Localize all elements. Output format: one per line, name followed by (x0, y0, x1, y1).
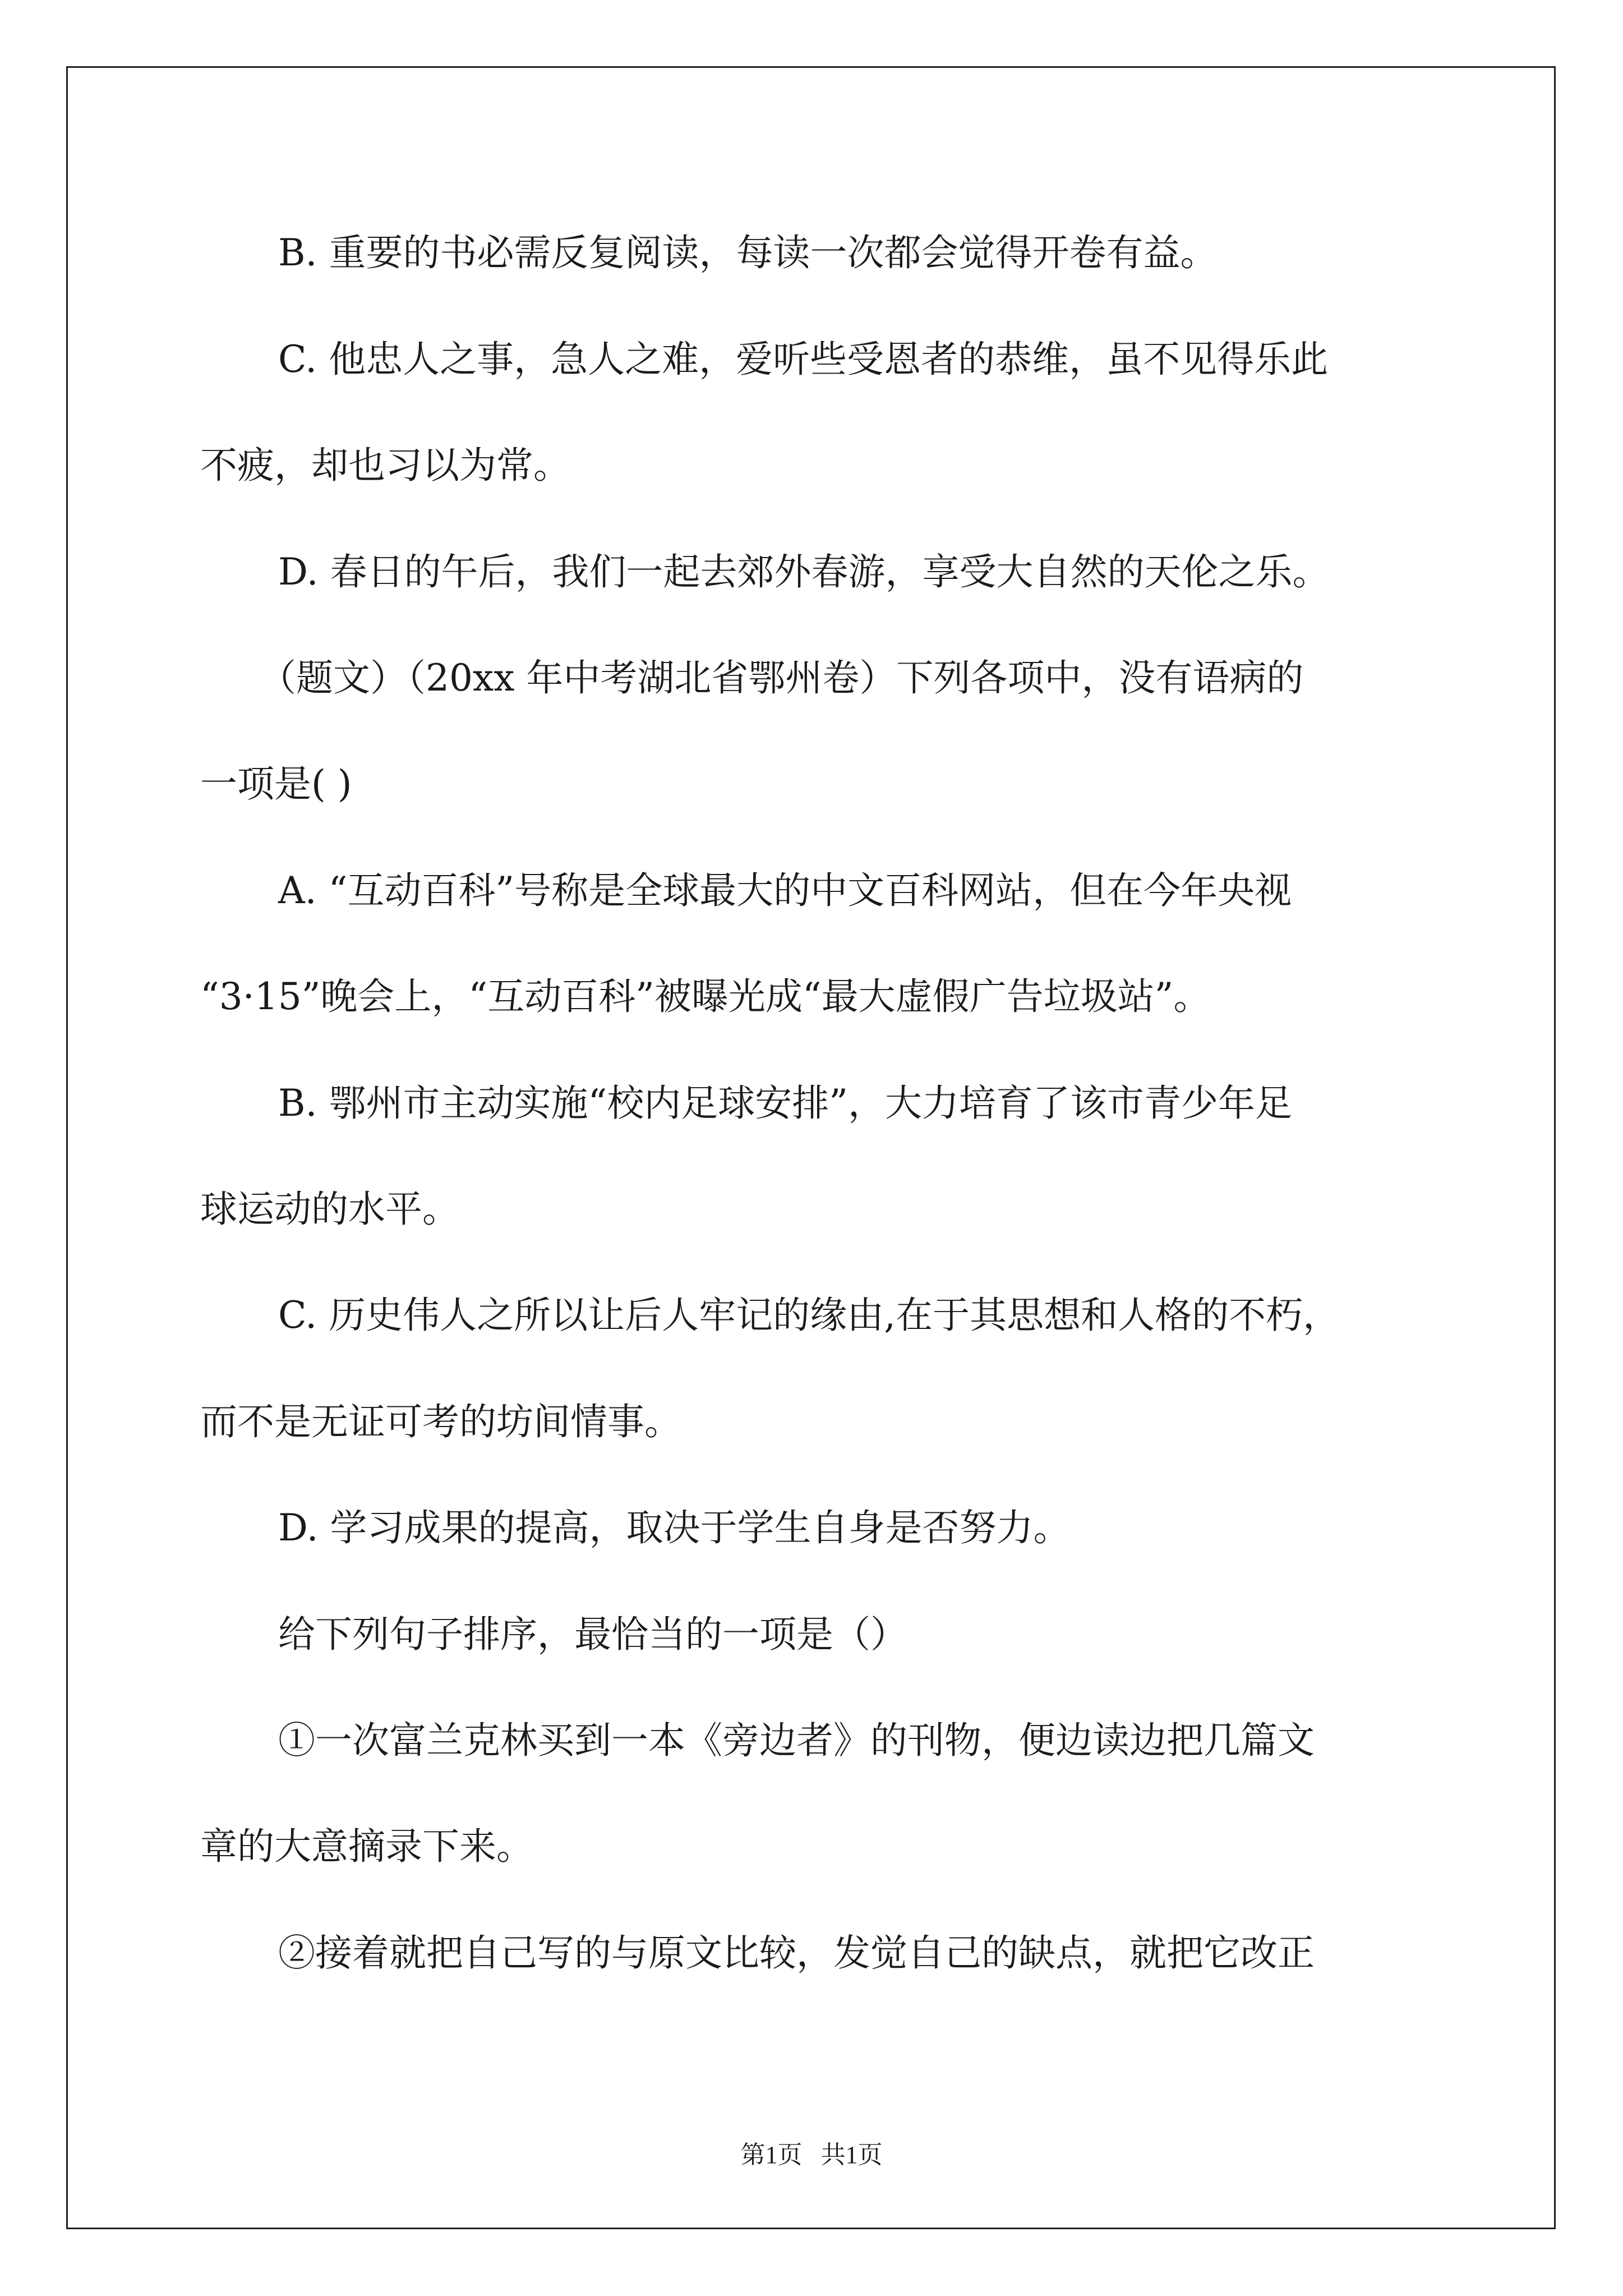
text-line: D. 学习成果的提高，取决于学生自身是否努力。 (278, 1506, 1071, 1549)
text-line: 球运动的水平。 (200, 1188, 459, 1231)
text-line: B. 重要的书必需反复阅读，每读一次都会觉得开卷有益。 (278, 231, 1218, 274)
text-line: 不疲，却也习以为常。 (200, 444, 570, 487)
text-line: 给下列句子排序，最恰当的一项是（） (278, 1613, 907, 1656)
text-line: 章的大意摘录下来。 (200, 1825, 533, 1868)
text-line: C. 历史伟人之所以让后人牢记的缘由,在于其思想和人格的不朽， (278, 1294, 1340, 1337)
text-line: ②接着就把自己写的与原文比较，发觉自己的缺点，就把它改正 (278, 1931, 1315, 1975)
text-line: D. 春日的午后，我们一起去郊外春游，享受大自然的天伦之乐。 (278, 550, 1330, 593)
text-line: B. 鄂州市主动实施“校内足球安排”，大力培育了该市青少年足 (278, 1082, 1292, 1125)
text-line: C. 他忠人之事，急人之难，爱听些受恩者的恭维，虽不见得乐此 (278, 338, 1329, 381)
page-border (66, 66, 1556, 2229)
text-line: （题文）（20xx 年中考湖北省鄂州卷）下列各项中，没有语病的 (259, 656, 1304, 700)
page-number-footer: 第1页 共1页 (740, 2141, 883, 2169)
text-line: ①一次富兰克林买到一本《旁边者》的刊物，便边读边把几篇文 (278, 1719, 1315, 1762)
text-line: “3·15”晚会上，“互动百科”被曝光成“最大虚假广告垃圾站”。 (200, 975, 1211, 1018)
text-line: 而不是无证可考的坊间情事。 (200, 1400, 681, 1443)
text-line: A. “互动百科”号称是全球最大的中文百科网站，但在今年央视 (278, 869, 1292, 912)
text-line: 一项是( ) (200, 762, 352, 806)
